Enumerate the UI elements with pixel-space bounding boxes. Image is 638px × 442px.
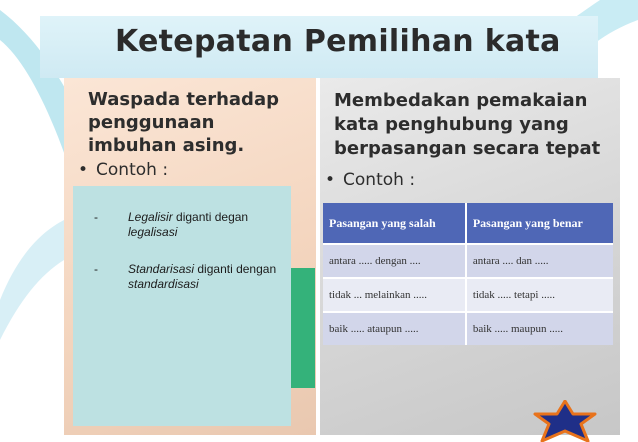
right-heading: Membedakan pemakaian kata penghubung yang berpasangan secara tepat bbox=[334, 90, 601, 159]
table-header-row bbox=[323, 203, 613, 243]
left-bullet-label: Contoh : bbox=[96, 160, 169, 180]
example-dash: - bbox=[94, 210, 98, 224]
example-middle: diganti dengan bbox=[194, 262, 277, 276]
table-row bbox=[323, 243, 613, 277]
right-bullet bbox=[325, 170, 415, 190]
table-header-wrong: Pasangan yang salah bbox=[323, 203, 465, 243]
example-middle: diganti degan bbox=[172, 210, 249, 224]
table-row bbox=[323, 277, 613, 311]
example-text bbox=[128, 210, 284, 240]
example-term: Standarisasi bbox=[128, 262, 195, 276]
table-cell-wrong: baik ..... ataupun ..... bbox=[323, 311, 465, 345]
example-replacement: legalisasi bbox=[128, 225, 178, 239]
example-term: Legalisir bbox=[128, 210, 173, 224]
example-item bbox=[94, 262, 284, 292]
example-replacement: standardisasi bbox=[128, 277, 199, 291]
conjunction-pairs-table bbox=[323, 203, 613, 345]
bullet-dot-icon: • bbox=[325, 170, 336, 190]
table-cell-right: baik ..... maupun ..... bbox=[465, 311, 613, 345]
right-bullet-label: Contoh : bbox=[343, 170, 416, 190]
example-text bbox=[128, 262, 284, 292]
table-row bbox=[323, 311, 613, 345]
table-cell-wrong: tidak ... melainkan ..... bbox=[323, 277, 465, 311]
left-heading: Waspada terhadap penggunaan imbuhan asing. bbox=[88, 89, 279, 156]
example-item bbox=[94, 210, 284, 240]
bullet-dot-icon: • bbox=[78, 160, 89, 180]
table-header-right: Pasangan yang benar bbox=[465, 203, 613, 243]
table-cell-wrong: antara ..... dengan .... bbox=[323, 243, 465, 277]
swoosh-left-ribbon bbox=[0, 220, 64, 340]
table-cell-right: antara .... dan ..... bbox=[465, 243, 613, 277]
table-cell-right: tidak ..... tetapi ..... bbox=[465, 277, 613, 311]
green-accent-block bbox=[290, 268, 315, 388]
star-logo-icon bbox=[532, 400, 598, 442]
left-bullet bbox=[78, 160, 168, 180]
slide-title: Ketepatan Pemilihan kata bbox=[115, 24, 561, 59]
example-dash: - bbox=[94, 262, 98, 276]
